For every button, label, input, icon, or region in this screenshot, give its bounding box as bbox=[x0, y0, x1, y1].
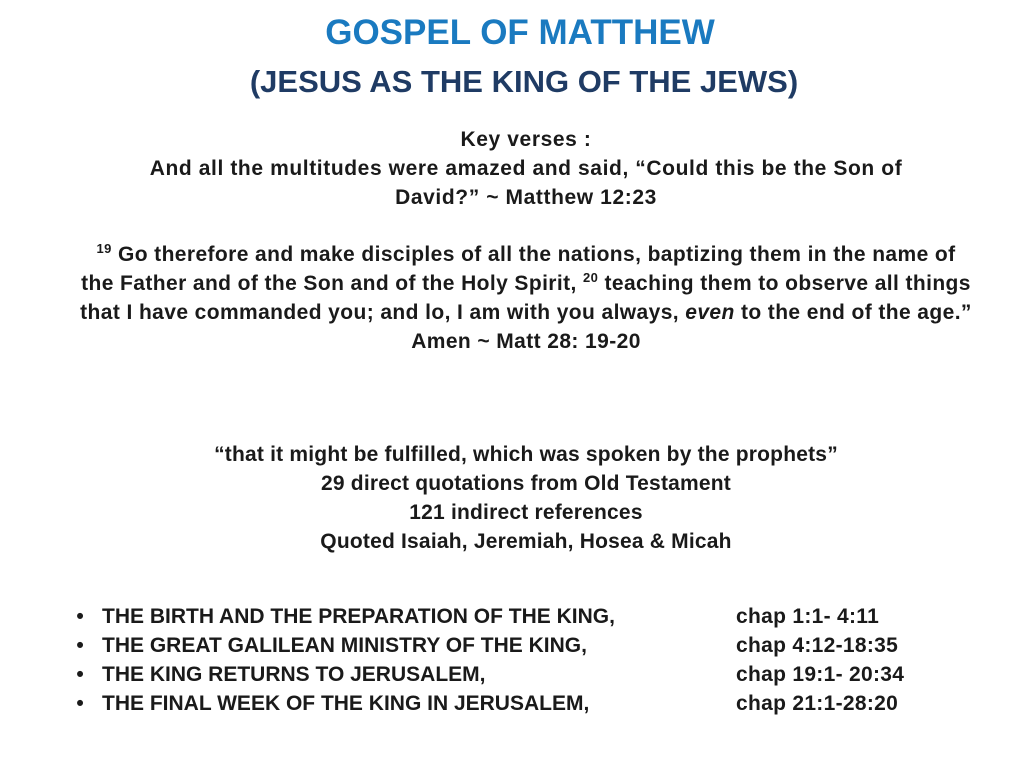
fulfillment-quote: “that it might be fulfilled, which was spoken by the prophets” bbox=[214, 443, 838, 466]
direct-quotations-count: 29 direct quotations from Old Testament bbox=[321, 472, 731, 495]
outline-item bbox=[74, 660, 954, 689]
bullet-icon: • bbox=[76, 692, 84, 715]
outline-item bbox=[74, 602, 954, 631]
outline-item bbox=[74, 631, 954, 660]
outline-section: THE BIRTH AND THE PREPARATION OF THE KING, bbox=[102, 605, 615, 628]
book-outline-list bbox=[74, 602, 954, 718]
bullet-icon: • bbox=[76, 605, 84, 628]
great-commission-passage bbox=[80, 240, 972, 356]
outline-section: THE KING RETURNS TO JERUSALEM, bbox=[102, 663, 486, 686]
passage-text: to the end of the age.” Amen ~ Matt 28: 19-20 bbox=[411, 301, 972, 353]
passage-text: teaching them to observe all things that I have commanded you; and lo, I am with you always, bbox=[80, 272, 971, 324]
outline-chapters: chap 21:1-28:20 bbox=[736, 692, 899, 715]
key-verses-heading: Key verses : bbox=[460, 128, 592, 151]
indirect-references-count: 121 indirect references bbox=[409, 501, 643, 524]
outline-item bbox=[74, 689, 954, 718]
key-verses-block bbox=[90, 125, 962, 212]
verse-number: 20 bbox=[582, 270, 599, 285]
verse-number: 19 bbox=[96, 241, 112, 256]
quoted-prophets: Quoted Isaiah, Jeremiah, Hosea & Micah bbox=[320, 530, 732, 553]
slide-title: GOSPEL OF MATTHEW bbox=[325, 13, 715, 52]
outline-section: THE GREAT GALILEAN MINISTRY OF THE KING, bbox=[102, 634, 587, 657]
passage-text: Go therefore and make disciples of all the nations, baptizing them in the name of the Father and of the Son and of the Holy Spirit, bbox=[81, 243, 956, 295]
outline-chapters: chap 4:12-18:35 bbox=[736, 634, 899, 657]
bullet-icon: • bbox=[76, 634, 84, 657]
bullet-icon: • bbox=[76, 663, 84, 686]
slide-subtitle: (JESUS AS THE KING OF THE JEWS) bbox=[249, 64, 799, 99]
outline-section: THE FINAL WEEK OF THE KING IN JERUSALEM, bbox=[102, 692, 590, 715]
passage-emphasis: even bbox=[685, 301, 735, 324]
fulfillment-block bbox=[80, 440, 972, 556]
outline-chapters: chap 1:1- 4:11 bbox=[736, 605, 880, 628]
outline-chapters: chap 19:1- 20:34 bbox=[736, 663, 905, 686]
key-verse-line: And all the multitudes were amazed and said, “Could this be the Son of bbox=[149, 157, 903, 180]
key-verse-line: David?” ~ Matthew 12:23 bbox=[395, 186, 657, 209]
